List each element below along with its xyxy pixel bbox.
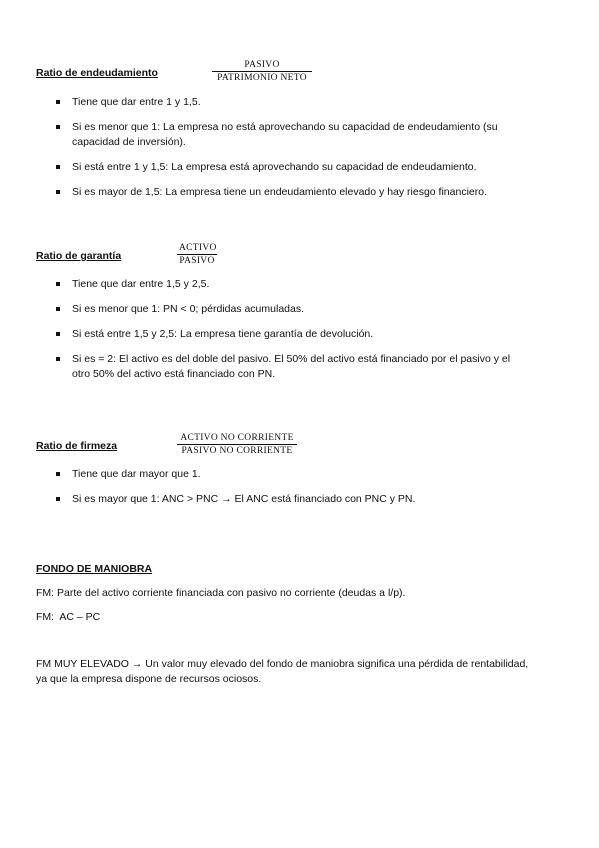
bullet-square-icon (56, 165, 60, 169)
fondo-definition: FM: Parte del activo corriente financiada con pasivo no corriente (deudas a l/p). (36, 587, 406, 599)
bullet-square-icon (56, 472, 60, 476)
heading-ratio-firmeza: Ratio de firmeza (36, 440, 118, 452)
numerator: ACTIVO NO CORRIENTE (177, 433, 297, 445)
bullet-square-icon (56, 497, 60, 501)
bullet-square-icon (56, 332, 60, 336)
heading-ratio-endeudamiento: Ratio de endeudamiento (36, 67, 158, 79)
bullet-square-icon (56, 307, 60, 311)
bullet-square-icon (56, 125, 60, 129)
denominator: PATRIMONIO NETO (217, 73, 307, 83)
formula-endeudamiento (212, 60, 312, 83)
list-item: Si está entre 1 y 1,5: La empresa está aprovechando su capacidad de endeudamiento. (56, 160, 526, 175)
list-item: Si es mayor que 1: ANC > PNC → El ANC está financiado con PNC y PN. (56, 492, 526, 507)
list-item: Si es menor que 1: PN < 0; pérdidas acumuladas. (56, 302, 526, 317)
list-item: Si es menor que 1: La empresa no está aprovechando su capacidad de endeudamiento (su capacidad de inversión). (56, 120, 526, 150)
list-item: Si es mayor de 1,5: La empresa tiene un endeudamiento elevado y hay riesgo financiero. (56, 185, 526, 200)
fondo-formula: FM: AC – PC (36, 611, 101, 623)
numerator: PASIVO (212, 60, 312, 72)
formula-garantia (177, 243, 217, 266)
list-garantia (56, 277, 526, 392)
list-item: Tiene que dar entre 1 y 1,5. (56, 95, 526, 110)
list-item: Tiene que dar mayor que 1. (56, 467, 526, 482)
bullet-square-icon (56, 100, 60, 104)
fondo-elevado: FM MUY ELEVADO → Un valor muy elevado del fondo de maniobra significa una pérdida de rentabilidad, ya que la empresa dispone de recursos ociosos. (36, 658, 529, 685)
numerator: ACTIVO (179, 243, 217, 253)
list-firmeza (56, 467, 526, 517)
heading-ratio-garantia: Ratio de garantía (36, 250, 122, 262)
list-endeudamiento (56, 95, 526, 210)
list-item: Tiene que dar entre 1,5 y 2,5. (56, 277, 526, 292)
heading-fondo-de-maniobra: FONDO DE MANIOBRA (36, 563, 153, 575)
bullet-square-icon (56, 282, 60, 286)
formula-firmeza (177, 433, 297, 456)
list-item: Si es = 2: El activo es del doble del pasivo. El 50% del activo está financiado por el pasivo y el otro 50% del activo está financiado con PN. (56, 352, 526, 382)
bullet-square-icon (56, 190, 60, 194)
bullet-square-icon (56, 357, 60, 361)
list-item: Si está entre 1,5 y 2,5: La empresa tiene garantía de devolución. (56, 327, 526, 342)
denominator: PASIVO NO CORRIENTE (181, 446, 293, 456)
denominator: PASIVO (179, 256, 215, 266)
